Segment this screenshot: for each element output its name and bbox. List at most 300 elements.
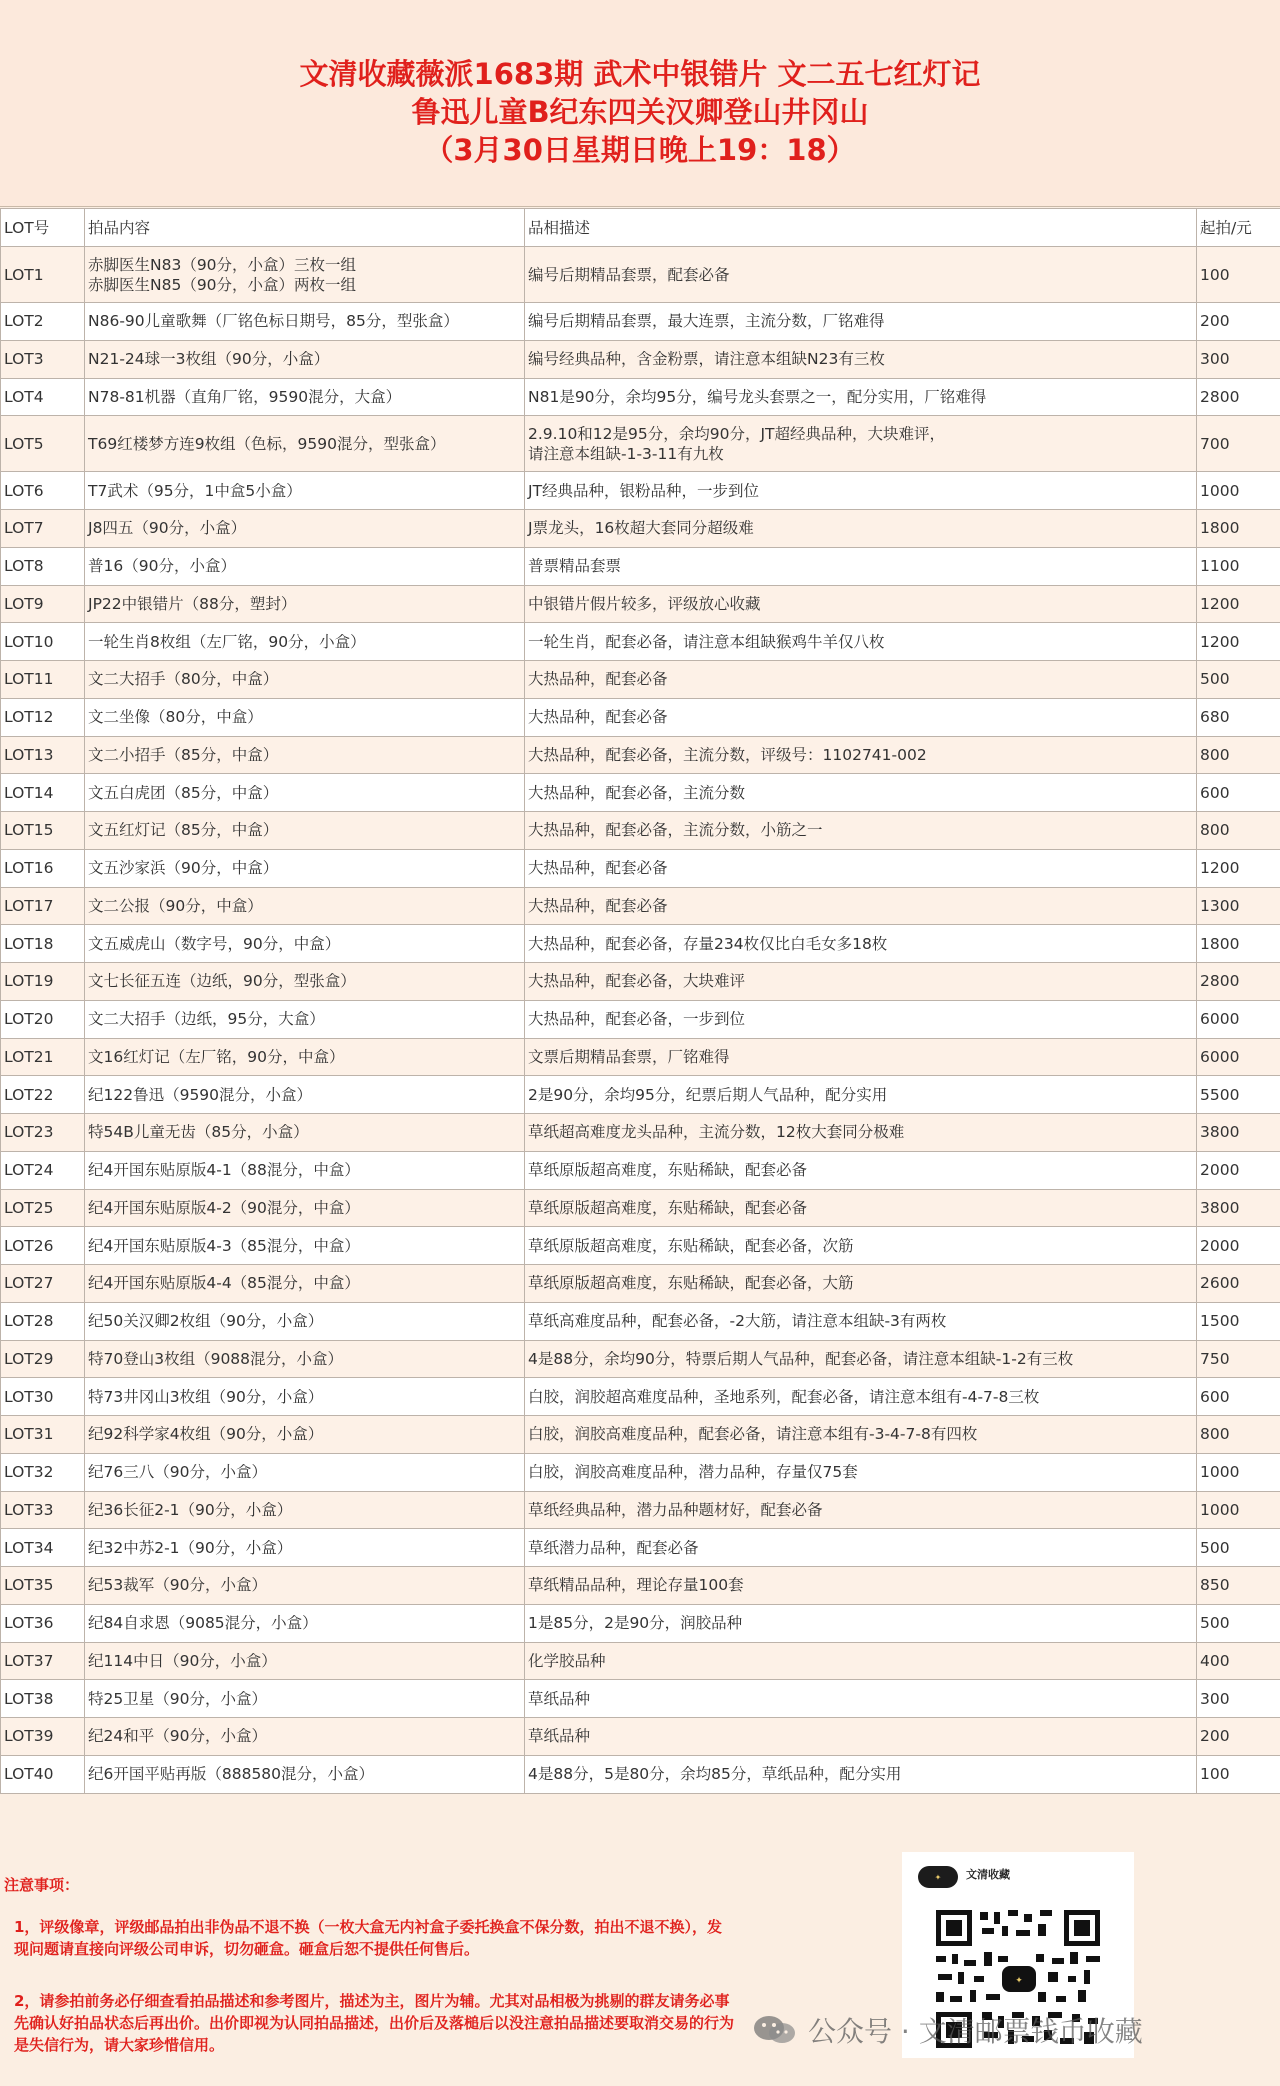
item-cell bbox=[85, 585, 525, 623]
description-cell bbox=[525, 247, 1197, 303]
lot-number-cell: LOT12 bbox=[1, 698, 85, 736]
item-cell-line: 纪36长征2-1（90分，小盒） bbox=[88, 1500, 293, 1519]
lot-number-cell: LOT20 bbox=[1, 1000, 85, 1038]
table-row bbox=[1, 247, 1280, 303]
description-cell bbox=[525, 547, 1197, 585]
start-price-cell: 750 bbox=[1197, 1340, 1280, 1378]
item-cell bbox=[85, 1529, 525, 1567]
description-cell-line: 2.9.10和12是95分，余均90分，JT超经典品种，大块难评， bbox=[528, 424, 946, 443]
item-cell-line: 纪6开国平贴再版（888580混分，小盒） bbox=[88, 1765, 375, 1784]
start-price-cell: 800 bbox=[1197, 1416, 1280, 1454]
start-price-cell: 800 bbox=[1197, 812, 1280, 850]
description-cell-line: 2是90分，余均95分，纪票后期人气品种，配分实用 bbox=[528, 1085, 888, 1104]
description-cell bbox=[525, 1567, 1197, 1605]
table-row bbox=[1, 1416, 1280, 1454]
item-cell bbox=[85, 1642, 525, 1680]
description-cell bbox=[525, 1755, 1197, 1793]
description-cell bbox=[525, 1189, 1197, 1227]
item-cell-line: 文五威虎山（数字号，90分，中盒） bbox=[88, 934, 341, 953]
item-cell-line: 特25卫星（90分，小盒） bbox=[88, 1689, 267, 1708]
table-row bbox=[1, 416, 1280, 472]
description-cell bbox=[525, 303, 1197, 341]
item-cell bbox=[85, 378, 525, 416]
description-cell bbox=[525, 1718, 1197, 1756]
table-row bbox=[1, 887, 1280, 925]
description-cell bbox=[525, 585, 1197, 623]
lot-number-cell: LOT25 bbox=[1, 1189, 85, 1227]
description-cell bbox=[525, 1227, 1197, 1265]
description-cell-line: 编号后期精品套票，配套必备 bbox=[528, 265, 730, 284]
description-cell bbox=[525, 1416, 1197, 1454]
description-cell-line: 草纸超高难度龙头品种，主流分数，12枚大套同分极难 bbox=[528, 1123, 905, 1142]
item-cell-line: 文二大招手（80分，中盒） bbox=[88, 670, 279, 689]
description-cell-line: J票龙头，16枚超大套同分超级难 bbox=[528, 519, 754, 538]
description-cell-line: 大热品种，配套必备，大块难评 bbox=[528, 972, 746, 991]
notes-item-1: 1，评级像章，评级邮品拍出非伪品不退不换（一枚大盒无内衬盒子委托换盒不保分数，拍出不退不换），发现问题请直接向评级公司申诉，切勿砸盒。砸盒后恕不提供任何售后。 bbox=[14, 1918, 722, 1958]
description-cell bbox=[525, 812, 1197, 850]
start-price-cell: 1800 bbox=[1197, 925, 1280, 963]
start-price-cell: 1200 bbox=[1197, 623, 1280, 661]
table-row bbox=[1, 1302, 1280, 1340]
lot-number-cell: LOT28 bbox=[1, 1302, 85, 1340]
description-cell-line: 草纸高难度品种，配套必备，-2大筋，请注意本组缺-3有两枚 bbox=[528, 1312, 947, 1331]
description-cell-line: 大热品种，配套必备，一步到位 bbox=[528, 1010, 746, 1029]
lot-number-cell: LOT39 bbox=[1, 1718, 85, 1756]
table-row bbox=[1, 623, 1280, 661]
start-price-cell: 6000 bbox=[1197, 1000, 1280, 1038]
item-cell-line: 文五红灯记（85分，中盒） bbox=[88, 821, 279, 840]
item-cell-line: 特54B儿童无齿（85分，小盒） bbox=[88, 1123, 309, 1142]
table-row bbox=[1, 1340, 1280, 1378]
item-cell bbox=[85, 963, 525, 1001]
description-cell-line: 草纸品种 bbox=[528, 1727, 591, 1746]
description-cell bbox=[525, 925, 1197, 963]
table-row bbox=[1, 1076, 1280, 1114]
description-cell-line: 大热品种，配套必备，存量234枚仅比白毛女多18枚 bbox=[528, 934, 888, 953]
item-cell-line: 纪76三八（90分，小盒） bbox=[88, 1463, 267, 1482]
item-cell bbox=[85, 849, 525, 887]
item-cell bbox=[85, 303, 525, 341]
item-cell-line: 纪32中苏2-1（90分，小盒） bbox=[88, 1538, 293, 1557]
notes-item-2: 2，请参拍前务必仔细查看拍品描述和参考图片，描述为主，图片为辅。尤其对品相极为挑剔的群友请务必事先确认好拍品状态后再出价。出价即视为认同拍品描述，出价后及落槌后以没注意拍品描述要取消交易的行为是失信行为，请大家珍惜信用。 bbox=[14, 1992, 735, 2054]
table-row bbox=[1, 547, 1280, 585]
item-cell bbox=[85, 1076, 525, 1114]
table-row bbox=[1, 925, 1280, 963]
lot-number-cell: LOT10 bbox=[1, 623, 85, 661]
description-cell-line: 文票后期精品套票，厂铭难得 bbox=[528, 1047, 730, 1066]
description-cell-line: 1是85分，2是90分，润胶品种 bbox=[528, 1614, 743, 1633]
table-row bbox=[1, 963, 1280, 1001]
description-cell bbox=[525, 1038, 1197, 1076]
description-cell bbox=[525, 472, 1197, 510]
description-cell bbox=[525, 887, 1197, 925]
lot-number-cell: LOT27 bbox=[1, 1265, 85, 1303]
item-cell bbox=[85, 812, 525, 850]
description-cell-line: 编号经典品种，含金粉票，请注意本组缺N23有三枚 bbox=[528, 350, 885, 369]
description-cell bbox=[525, 1302, 1197, 1340]
item-cell bbox=[85, 510, 525, 548]
item-cell-line: 纪114中日（90分，小盒） bbox=[88, 1651, 277, 1670]
lot-number-cell: LOT13 bbox=[1, 736, 85, 774]
description-cell-line: 一轮生肖，配套必备，请注意本组缺猴鸡牛羊仅八枚 bbox=[528, 632, 885, 651]
table-row bbox=[1, 1491, 1280, 1529]
item-cell bbox=[85, 1302, 525, 1340]
start-price-cell: 2000 bbox=[1197, 1227, 1280, 1265]
item-cell bbox=[85, 1340, 525, 1378]
description-cell-line: 大热品种，配套必备 bbox=[528, 896, 668, 915]
table-row bbox=[1, 1718, 1280, 1756]
start-price-cell: 400 bbox=[1197, 1642, 1280, 1680]
item-cell-line: 纪4开国东贴原版4-3（85混分，中盒） bbox=[88, 1236, 360, 1255]
start-price-cell: 800 bbox=[1197, 736, 1280, 774]
lot-number-cell: LOT33 bbox=[1, 1491, 85, 1529]
table-row bbox=[1, 585, 1280, 623]
lot-number-cell: LOT32 bbox=[1, 1453, 85, 1491]
description-cell bbox=[525, 1265, 1197, 1303]
start-price-cell: 500 bbox=[1197, 661, 1280, 699]
item-cell bbox=[85, 661, 525, 699]
description-cell bbox=[525, 849, 1197, 887]
table-row bbox=[1, 510, 1280, 548]
lot-number-cell: LOT40 bbox=[1, 1755, 85, 1793]
item-cell bbox=[85, 623, 525, 661]
start-price-cell: 300 bbox=[1197, 1680, 1280, 1718]
start-price-cell: 500 bbox=[1197, 1604, 1280, 1642]
start-price-cell: 1200 bbox=[1197, 849, 1280, 887]
item-cell bbox=[85, 925, 525, 963]
description-cell bbox=[525, 1340, 1197, 1378]
table-row bbox=[1, 1604, 1280, 1642]
description-cell bbox=[525, 1000, 1197, 1038]
table-row bbox=[1, 303, 1280, 341]
table-row bbox=[1, 1453, 1280, 1491]
description-cell bbox=[525, 1604, 1197, 1642]
item-cell bbox=[85, 698, 525, 736]
table-row bbox=[1, 1642, 1280, 1680]
lot-number-cell: LOT7 bbox=[1, 510, 85, 548]
description-cell bbox=[525, 736, 1197, 774]
item-cell bbox=[85, 1680, 525, 1718]
item-cell bbox=[85, 736, 525, 774]
item-cell bbox=[85, 547, 525, 585]
description-cell bbox=[525, 416, 1197, 472]
lot-number-cell: LOT22 bbox=[1, 1076, 85, 1114]
auction-table-container bbox=[0, 208, 1280, 1794]
lot-number-cell: LOT21 bbox=[1, 1038, 85, 1076]
start-price-cell: 500 bbox=[1197, 1529, 1280, 1567]
start-price-cell: 5500 bbox=[1197, 1076, 1280, 1114]
item-cell bbox=[85, 1114, 525, 1152]
item-cell-line: T7武术（95分，1中盒5小盒） bbox=[88, 481, 302, 500]
lot-number-cell: LOT5 bbox=[1, 416, 85, 472]
description-cell bbox=[525, 1378, 1197, 1416]
start-price-cell: 200 bbox=[1197, 1718, 1280, 1756]
item-cell-line: 特70登山3枚组（9088混分，小盒） bbox=[88, 1349, 344, 1368]
item-cell-line: 文二坐像（80分，中盒） bbox=[88, 708, 263, 727]
lot-number-cell: LOT8 bbox=[1, 547, 85, 585]
lot-number-cell: LOT3 bbox=[1, 340, 85, 378]
start-price-cell: 680 bbox=[1197, 698, 1280, 736]
table-row bbox=[1, 1189, 1280, 1227]
item-cell bbox=[85, 1491, 525, 1529]
item-cell bbox=[85, 1416, 525, 1454]
description-cell-line: 大热品种，配套必备 bbox=[528, 859, 668, 878]
item-cell-line: 文16红灯记（左厂铭，90分，中盒） bbox=[88, 1047, 345, 1066]
description-cell-line: 4是88分，5是80分，余均85分，草纸品种，配分实用 bbox=[528, 1765, 902, 1784]
table-row bbox=[1, 1114, 1280, 1152]
description-cell-line: 草纸原版超高难度，东贴稀缺，配套必备，大筋 bbox=[528, 1274, 854, 1293]
lot-number-cell: LOT24 bbox=[1, 1151, 85, 1189]
lot-number-cell: LOT16 bbox=[1, 849, 85, 887]
qr-account-name: 文清收藏 bbox=[966, 1868, 1010, 1881]
description-cell-line: 大热品种，配套必备 bbox=[528, 708, 668, 727]
item-cell-line: 纪84自求恩（9085混分，小盒） bbox=[88, 1614, 318, 1633]
description-cell-line: 草纸原版超高难度，东贴稀缺，配套必备 bbox=[528, 1198, 808, 1217]
lot-number-cell: LOT18 bbox=[1, 925, 85, 963]
item-cell-line: 普16（90分，小盒） bbox=[88, 557, 236, 576]
start-price-cell: 700 bbox=[1197, 416, 1280, 472]
item-cell bbox=[85, 774, 525, 812]
lot-number-cell: LOT26 bbox=[1, 1227, 85, 1265]
item-cell bbox=[85, 1604, 525, 1642]
item-cell-line: 文二小招手（85分，中盒） bbox=[88, 745, 279, 764]
item-cell-line: 一轮生肖8枚组（左厂铭，90分，小盒） bbox=[88, 632, 366, 651]
description-cell-line: 大热品种，配套必备 bbox=[528, 670, 668, 689]
description-cell bbox=[525, 510, 1197, 548]
description-cell bbox=[525, 1529, 1197, 1567]
lot-number-cell: LOT9 bbox=[1, 585, 85, 623]
item-cell-line: 纪92科学家4枚组（90分，小盒） bbox=[88, 1425, 324, 1444]
start-price-cell: 1000 bbox=[1197, 1491, 1280, 1529]
description-cell bbox=[525, 774, 1197, 812]
start-price-cell: 6000 bbox=[1197, 1038, 1280, 1076]
table-row bbox=[1, 736, 1280, 774]
table-row bbox=[1, 1567, 1280, 1605]
start-price-cell: 1300 bbox=[1197, 887, 1280, 925]
table-row bbox=[1, 340, 1280, 378]
start-price-cell: 850 bbox=[1197, 1567, 1280, 1605]
lot-number-cell: LOT36 bbox=[1, 1604, 85, 1642]
table-row bbox=[1, 812, 1280, 850]
column-header-description: 品相描述 bbox=[525, 209, 1197, 247]
description-cell bbox=[525, 378, 1197, 416]
wechat-watermark bbox=[752, 2012, 1143, 2048]
item-cell bbox=[85, 1038, 525, 1076]
item-cell bbox=[85, 1151, 525, 1189]
table-row bbox=[1, 661, 1280, 699]
item-cell-line: 文二公报（90分，中盒） bbox=[88, 896, 263, 915]
item-cell bbox=[85, 340, 525, 378]
svg-text:✦: ✦ bbox=[1015, 1976, 1023, 1986]
description-cell bbox=[525, 623, 1197, 661]
lot-number-cell: LOT30 bbox=[1, 1378, 85, 1416]
lot-number-cell: LOT6 bbox=[1, 472, 85, 510]
start-price-cell: 600 bbox=[1197, 1378, 1280, 1416]
lot-number-cell: LOT29 bbox=[1, 1340, 85, 1378]
item-cell-line: N21-24球一3枚组（90分，小盒） bbox=[88, 350, 330, 369]
start-price-cell: 1500 bbox=[1197, 1302, 1280, 1340]
description-cell-line: 普票精品套票 bbox=[528, 557, 622, 576]
item-cell bbox=[85, 472, 525, 510]
description-cell-line: 化学胶品种 bbox=[528, 1651, 606, 1670]
start-price-cell: 1000 bbox=[1197, 1453, 1280, 1491]
item-cell-line: 赤脚医生N83（90分，小盒）三枚一组 bbox=[88, 255, 357, 274]
table-row bbox=[1, 378, 1280, 416]
start-price-cell: 3800 bbox=[1197, 1114, 1280, 1152]
item-cell-line: 纪122鲁迅（9590混分，小盒） bbox=[88, 1085, 313, 1104]
description-cell-line: 大热品种，配套必备，主流分数，小筋之一 bbox=[528, 821, 823, 840]
item-cell-line: JP22中银错片（88分，塑封） bbox=[88, 594, 297, 613]
description-cell bbox=[525, 1453, 1197, 1491]
lot-number-cell: LOT4 bbox=[1, 378, 85, 416]
column-header-start-price: 起拍/元 bbox=[1197, 209, 1280, 247]
item-cell-line: N78-81机器（直角厂铭，9590混分，大盒） bbox=[88, 387, 402, 406]
description-cell-line: 4是88分，余均90分，特票后期人气品种，配套必备，请注意本组缺-1-2有三枚 bbox=[528, 1349, 1074, 1368]
lot-number-cell: LOT19 bbox=[1, 963, 85, 1001]
item-cell-line: 纪53裁军（90分，小盒） bbox=[88, 1576, 267, 1595]
item-cell-line: 文五沙家浜（90分，中盒） bbox=[88, 859, 279, 878]
item-cell-line: 纪4开国东贴原版4-1（88混分，中盒） bbox=[88, 1161, 360, 1180]
brand-logo: ✦ bbox=[918, 1866, 958, 1888]
start-price-cell: 2800 bbox=[1197, 963, 1280, 1001]
start-price-cell: 3800 bbox=[1197, 1189, 1280, 1227]
table-row bbox=[1, 698, 1280, 736]
description-cell bbox=[525, 698, 1197, 736]
item-cell bbox=[85, 416, 525, 472]
description-cell-line: 草纸经典品种，潜力品种题材好，配套必备 bbox=[528, 1500, 823, 1519]
table-row bbox=[1, 472, 1280, 510]
table-row bbox=[1, 1680, 1280, 1718]
table-row bbox=[1, 1038, 1280, 1076]
auction-table bbox=[0, 208, 1280, 1794]
item-cell bbox=[85, 1189, 525, 1227]
item-cell bbox=[85, 1378, 525, 1416]
page-header bbox=[0, 0, 1280, 207]
description-cell bbox=[525, 1491, 1197, 1529]
lot-number-cell: LOT15 bbox=[1, 812, 85, 850]
description-cell-line: 草纸精品品种，理论存量100套 bbox=[528, 1576, 744, 1595]
item-cell bbox=[85, 1227, 525, 1265]
description-cell-line: 草纸品种 bbox=[528, 1689, 591, 1708]
description-cell bbox=[525, 1642, 1197, 1680]
lot-number-cell: LOT34 bbox=[1, 1529, 85, 1567]
start-price-cell: 2800 bbox=[1197, 378, 1280, 416]
description-cell bbox=[525, 1680, 1197, 1718]
item-cell-line: 特73井冈山3枚组（90分，小盒） bbox=[88, 1387, 324, 1406]
table-row bbox=[1, 1265, 1280, 1303]
table-body bbox=[1, 247, 1280, 1794]
description-cell-line: 请注意本组缺-1-3-11有九枚 bbox=[528, 444, 724, 463]
start-price-cell: 1200 bbox=[1197, 585, 1280, 623]
description-cell-line: 草纸潜力品种，配套必备 bbox=[528, 1538, 699, 1557]
lot-number-cell: LOT35 bbox=[1, 1567, 85, 1605]
item-cell bbox=[85, 1000, 525, 1038]
item-cell-line: 纪4开国东贴原版4-2（90混分，中盒） bbox=[88, 1198, 360, 1217]
lot-number-cell: LOT31 bbox=[1, 1416, 85, 1454]
item-cell bbox=[85, 1453, 525, 1491]
item-cell bbox=[85, 1567, 525, 1605]
item-cell bbox=[85, 887, 525, 925]
description-cell-line: 大热品种，配套必备，主流分数 bbox=[528, 783, 746, 802]
item-cell-line: 赤脚医生N85（90分，小盒）两枚一组 bbox=[88, 275, 357, 294]
start-price-cell: 1800 bbox=[1197, 510, 1280, 548]
table-row bbox=[1, 774, 1280, 812]
start-price-cell: 1100 bbox=[1197, 547, 1280, 585]
wechat-icon bbox=[752, 2014, 798, 2046]
table-row bbox=[1, 1378, 1280, 1416]
item-cell-line: 纪50关汉卿2枚组（90分，小盒） bbox=[88, 1312, 324, 1331]
table-row bbox=[1, 1000, 1280, 1038]
title-line-3: （3月30日星期日晚上19：18） bbox=[424, 133, 856, 167]
description-cell-line: 编号后期精品套票，最大连票，主流分数，厂铭难得 bbox=[528, 312, 885, 331]
table-row bbox=[1, 1755, 1280, 1793]
start-price-cell: 100 bbox=[1197, 1755, 1280, 1793]
description-cell bbox=[525, 1151, 1197, 1189]
title-line-2: 鲁迅儿童B纪东四关汉卿登山井冈山 bbox=[411, 95, 869, 129]
start-price-cell: 600 bbox=[1197, 774, 1280, 812]
lot-number-cell: LOT1 bbox=[1, 247, 85, 303]
description-cell bbox=[525, 340, 1197, 378]
item-cell-line: 文二大招手（边纸，95分，大盒） bbox=[88, 1010, 325, 1029]
description-cell-line: 草纸原版超高难度，东贴稀缺，配套必备，次筋 bbox=[528, 1236, 854, 1255]
start-price-cell: 2000 bbox=[1197, 1151, 1280, 1189]
title-line-1: 文清收藏薇派1683期 武术中银错片 文二五七红灯记 bbox=[299, 57, 981, 91]
lot-number-cell: LOT23 bbox=[1, 1114, 85, 1152]
lot-number-cell: LOT17 bbox=[1, 887, 85, 925]
start-price-cell: 200 bbox=[1197, 303, 1280, 341]
table-row bbox=[1, 1227, 1280, 1265]
description-cell-line: 大热品种，配套必备，主流分数，评级号：1102741-002 bbox=[528, 745, 927, 764]
item-cell-line: T69红楼梦方连9枚组（色标，9590混分，型张盒） bbox=[88, 434, 446, 453]
lot-number-cell: LOT11 bbox=[1, 661, 85, 699]
table-row bbox=[1, 1151, 1280, 1189]
description-cell-line: 草纸原版超高难度，东贴稀缺，配套必备 bbox=[528, 1161, 808, 1180]
lot-number-cell: LOT38 bbox=[1, 1680, 85, 1718]
item-cell-line: 纪4开国东贴原版4-4（85混分，中盒） bbox=[88, 1274, 360, 1293]
column-header-lot: LOT号 bbox=[1, 209, 85, 247]
item-cell bbox=[85, 1265, 525, 1303]
lot-number-cell: LOT37 bbox=[1, 1642, 85, 1680]
description-cell bbox=[525, 661, 1197, 699]
item-cell-line: N86-90儿童歌舞（厂铭色标日期号，85分，型张盒） bbox=[88, 312, 459, 331]
table-row bbox=[1, 849, 1280, 887]
description-cell-line: 白胶，润胶超高难度品种，圣地系列，配套必备，请注意本组有-4-7-8三枚 bbox=[528, 1387, 1040, 1406]
table-header-row bbox=[1, 209, 1280, 247]
description-cell-line: 中银错片假片较多，评级放心收藏 bbox=[528, 594, 761, 613]
watermark-text: 公众号 · 文清邮票钱币收藏 bbox=[808, 2015, 1143, 2048]
start-price-cell: 300 bbox=[1197, 340, 1280, 378]
description-cell-line: 白胶，润胶高难度品种，配套必备，请注意本组有-3-4-7-8有四枚 bbox=[528, 1425, 978, 1444]
start-price-cell: 1000 bbox=[1197, 472, 1280, 510]
item-cell bbox=[85, 1718, 525, 1756]
description-cell-line: 白胶，润胶高难度品种，潜力品种，存量仅75套 bbox=[528, 1463, 858, 1482]
start-price-cell: 100 bbox=[1197, 247, 1280, 303]
item-cell-line: 纪24和平（90分，小盒） bbox=[88, 1727, 267, 1746]
item-cell bbox=[85, 247, 525, 303]
item-cell-line: 文五白虎团（85分，中盒） bbox=[88, 783, 279, 802]
description-cell-line: JT经典品种，银粉品种，一步到位 bbox=[528, 481, 760, 500]
notes-title: 注意事项： bbox=[4, 1876, 80, 1894]
item-cell-line: J8四五（90分，小盒） bbox=[88, 519, 247, 538]
lot-number-cell: LOT2 bbox=[1, 303, 85, 341]
description-cell bbox=[525, 1076, 1197, 1114]
table-row bbox=[1, 1529, 1280, 1567]
description-cell bbox=[525, 963, 1197, 1001]
lot-number-cell: LOT14 bbox=[1, 774, 85, 812]
description-cell-line: N81是90分，余均95分，编号龙头套票之一，配分实用，厂铭难得 bbox=[528, 387, 987, 406]
description-cell bbox=[525, 1114, 1197, 1152]
item-cell-line: 文七长征五连（边纸，90分，型张盒） bbox=[88, 972, 356, 991]
